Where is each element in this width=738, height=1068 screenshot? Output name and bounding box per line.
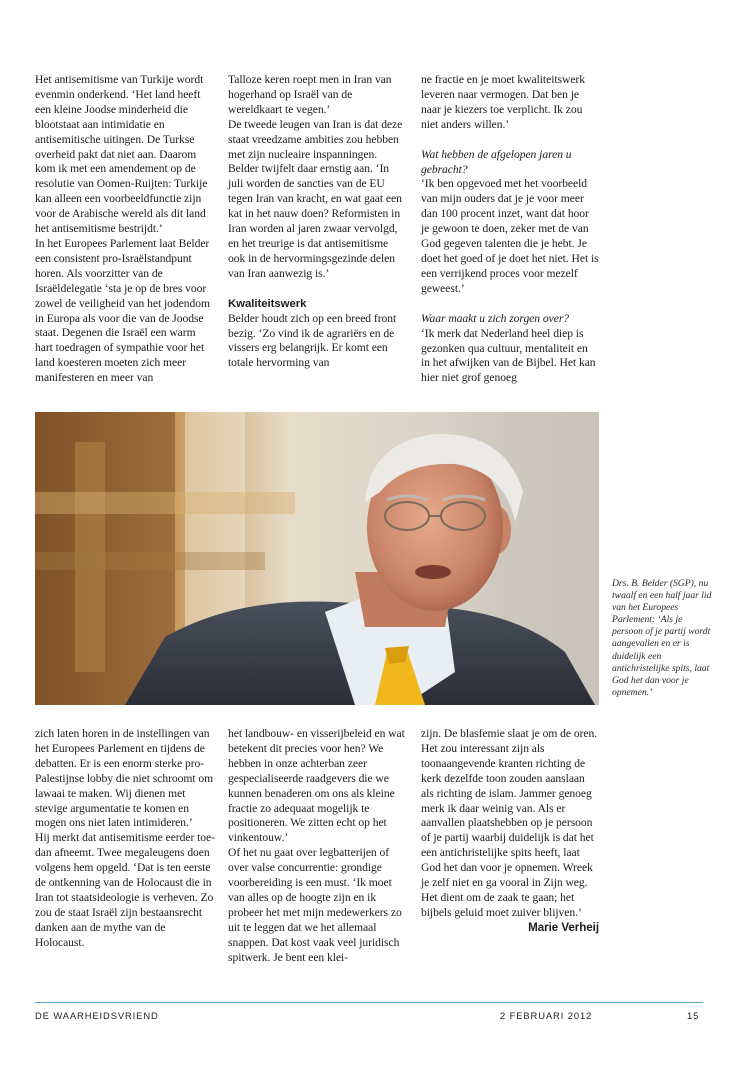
- article-column-2: [228, 73, 406, 371]
- article-column-1: [35, 73, 215, 386]
- section-heading: Kwaliteitswerk: [228, 297, 307, 310]
- page-number: 15: [687, 1010, 700, 1021]
- article-column-5: [228, 727, 406, 966]
- interview-question: Wat hebben de afgelopen jaren u gebracht?: [421, 147, 572, 176]
- portrait-photo: [35, 412, 599, 705]
- paragraph: Hij merkt dat antisemitisme eerder toe- dan afneemt. Twee megaleugens doen volgens hem opgeld. ‘Dat is ten eerste de ontkenning van de Holocaust die in Iran tot staatsideologie is verheven. Zo zou de staat Israël zijn bestaansrecht danken aan de mythe van de Holocaust.: [35, 831, 215, 949]
- magazine-name: DE WAARHEIDSVRIEND: [35, 1010, 159, 1021]
- paragraph: het landbouw- en visserijbeleid en wat betekent dit precies voor hen? We hebben in onze achterban zeer gespecialiseerde raadgevers die we kunnen benaderen om ons als kleine fractie zo adequaat mogelijk te positioneren. We zitten echt op het vinkentouw.’: [228, 727, 405, 845]
- footer-divider: [35, 1002, 703, 1003]
- paragraph: zijn. De blasfemie slaat je om de oren. Het zou interessant zijn als toonaangevende kranten richting de kerk dezelfde toon zouden aanslaan als richting de islam. Jammer genoeg merk ik daar weinig van. Als er aanvallen plaatshebben op je persoon of je partij waarbij duidelijk is dat het een antichristelijke spits heeft, laat God het dan voor je opnemen. Wreek je zelf niet en ga vooral in Zijn weg. Het dient om de zaak te gaan; het bijbels geluid moet zuiver blijven.’: [421, 727, 598, 919]
- paragraph: Belder houdt zich op een breed front bezig. ‘Zo vind ik de agrariërs en de vissers erg belangrijk. Er komt een totale hervorming van: [228, 311, 397, 370]
- interview-question: Waar maakt u zich zorgen over?: [421, 311, 570, 325]
- issue-date: 2 FEBRUARI 2012: [500, 1010, 593, 1021]
- paragraph: Of het nu gaat over legbatterijen of over valse concurrentie: grondige voorbereiding is een must. ‘Ik moet van alles op de hoogte zijn en ik probeer het met mijn medewerkers zo uit te leggen dat we het allemaal snappen. Dat kost vaak veel juridisch spitwerk. Je bent een klei-: [228, 846, 402, 964]
- paragraph: ‘Ik ben opgevoed met het voorbeeld van mijn ouders dat je je voor meer dan 100 procent inzet, want dat hoor je gewoon te doen, zeker met de van God gegeven talenten die je hebt. Je doet het goed of je doet het niet. Het is een verrijkend proces voor mezelf geweest.’: [421, 177, 599, 295]
- photo-caption: Drs. B. Belder (SGP), nu twaalf en een half jaar lid van het Europees Parlement: ‘Als je persoon of je partij wordt aangevallen en er is duidelijk een antichristelijke spits, laat God het dan voor je opnemen.’: [612, 578, 712, 698]
- paragraph: In het Europees Parlement laat Belder een consistent pro-Israëlstandpunt horen. Als voorzitter van de Israëldelegatie ‘sta je op de bres voor zowel de veiligheid van het jodendom in Europa als voor die van de Joodse staat. Degenen die Israël een warm hart toedragen of sympathie voor het land koesteren moeten zich meer manifesteren en meer van: [35, 236, 210, 385]
- article-column-4: [35, 727, 215, 951]
- paragraph: Het antisemitisme van Turkije wordt evenmin onderkend. ‘Het land heeft een kleine Joodse minderheid die blootstaat aan intimidatie en antisemitische uitingen. De Turkse overheid pakt dat niet aan. Daarom kom ik met een amendement op de resolutie van Oomen-Ruijten: Turkije kan alleen een voorbeeldfunctie zijn voor de Arabische wereld als dit land het antisemitisme bestrijdt.’: [35, 73, 208, 236]
- paragraph: zich laten horen in de instellingen van het Europees Parlement en tijdens de debatten. Er is een enorm sterke pro-Palestijnse lobby die niet schroomt om lawaai te maken. Wij dienen met stevige argumentatie te komen en mogen ons niet laten intimideren.’: [35, 727, 214, 830]
- paragraph: De tweede leugen van Iran is dat deze staat vreedzame ambities zou hebben met zijn nucleaire inspanningen. Belder twijfelt daar ernstig aan. ‘In juli worden de sancties van de EU tegen Iran van kracht, en wat gaat een kat in het nauw doen? Reformisten in Iran worden al jaren zwaar vervolgd, en het treurige is dat antisemitisme ook in de hervormingsgezinde delen van Iran aanwezig is.’: [228, 117, 403, 280]
- paragraph: ne fractie en je moet kwaliteitswerk leveren naar vermogen. Dat ben je naar je kiezers toe verplicht. Ik zou niet anders willen.’: [421, 73, 585, 131]
- author-byline: Marie Verheij: [528, 920, 599, 934]
- paragraph: Talloze keren roept men in Iran van hogerhand op Israël van de wereldkaart te vegen.’: [228, 73, 392, 116]
- article-column-6: [421, 727, 599, 936]
- article-column-3: [421, 73, 599, 386]
- paragraph: ‘Ik merk dat Nederland heel diep is gezonken qua cultuur, mentaliteit en in het afwijken van de Bijbel. Het kan hier niet grof genoeg: [421, 326, 596, 385]
